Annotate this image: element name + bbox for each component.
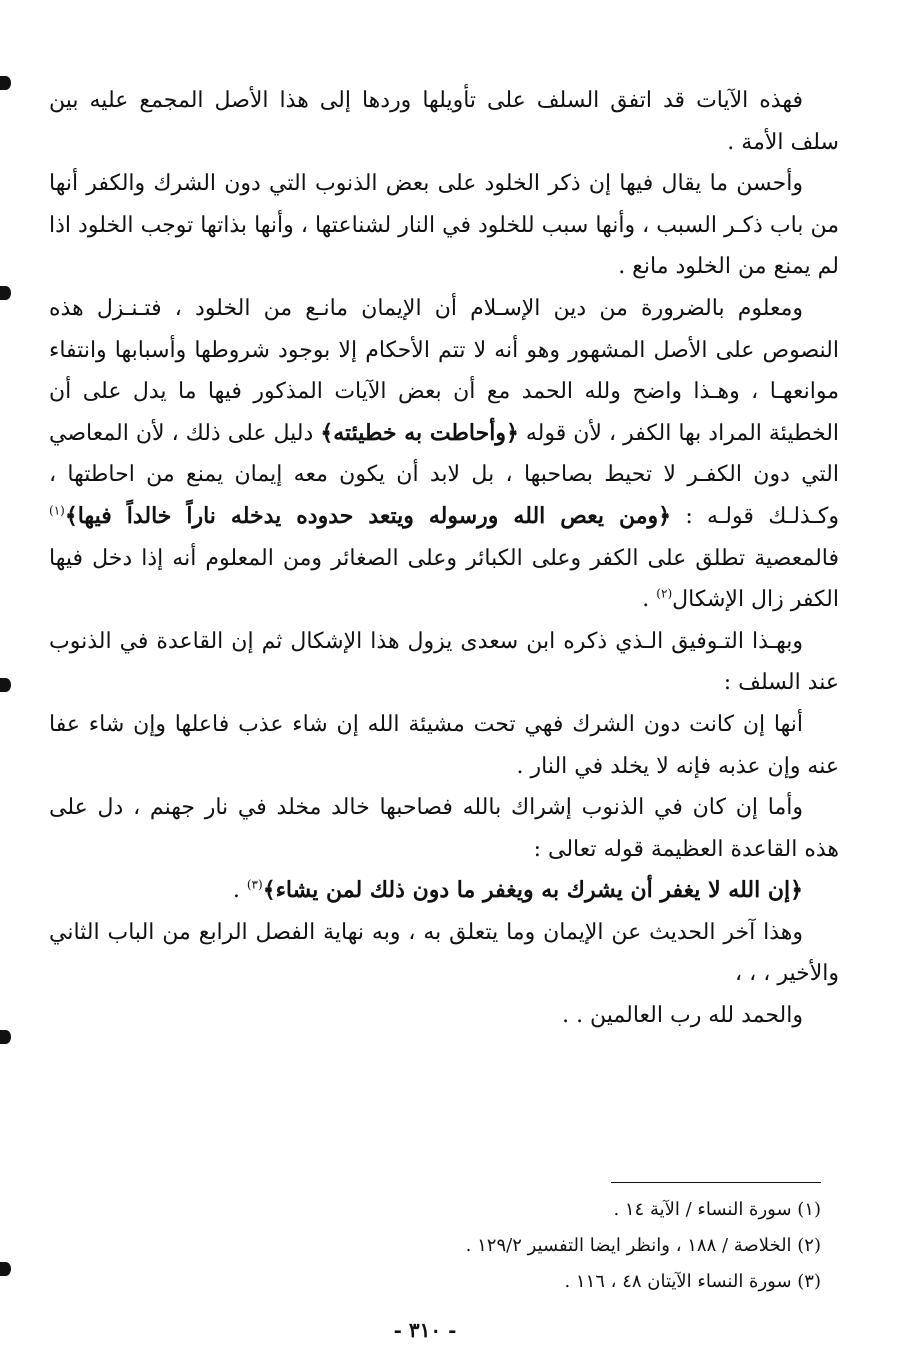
footnote-2: (٢) الخلاصة / ١٨٨ ، وانظر ايضا التفسير ١٢٩/٢ . [465,1235,821,1256]
footnote-ref-1: (١) [49,503,65,518]
quran-quote-1: ﴿وأحاطت به خطيئته﴾ [320,419,519,446]
footnote-divider [611,1182,821,1183]
footnote-1: (١) سورة النساء / الآية ١٤ . [613,1199,821,1220]
quran-quote-2: ﴿ومن يعص الله ورسوله ويتعد حدوده يدخله ناراً خالداً فيها﴾ [64,502,671,529]
margin-mark [0,76,11,90]
paragraph-1: فهذه الآيات قد اتفق السلف على تأويلها وردها إلى هذا الأصل المجمع عليه بين سلف الأمة . [49,88,839,155]
margin-mark [0,678,11,692]
footnote-ref-3: (٣) [246,877,263,892]
paragraph-2: وأحسن ما يقال فيها إن ذكر الخلود على بعض الذنوب التي دون الشرك والكفر أنها من باب ذكـر السبب ، وأنها سبب للخلود في النار لشناعتها ، وأنها بذاتها توجب الخلود اذا لم يمنع من الخلود مانع . [49,171,839,280]
paragraph-3-text-a: ومعلوم بالضرورة من دين الإسـلام أن الإيمان مانـع من الخلود ، فتـنـزل هذه النصوص على الأصل المشهور وهو أنه لا تتم الأحكام إلا بوجود شروطها وأسبابها وانتفاء موانعهـا ، وهـذا واضح ولله الحمد مع أن بعض الآيات المذكور فيها ما يدل على أن الخطيئة المراد بها الكفر ، لأن قوله [49,295,840,446]
main-text [49,80,839,1037]
margin-mark [0,1262,11,1276]
footnotes [261,1192,821,1300]
paragraph-5: أنها إن كانت دون الشرك فهي تحت مشيئة الله إن شاء عذب فاعلها وإن شاء عفا عنه وإن عذبه فإنه لا يخلد في النار . [49,711,839,779]
paragraph-6: وأما إن كان في الذنوب إشراك بالله فصاحبها خالد مخلد في نار جهنم ، دل على هذه القاعدة العظيمة قوله تعالى : [49,795,839,862]
paragraph-3-text-b: دليل على ذلك ، لأن المعاصي التي دون الكفـر لا تحيط بصاحبها ، بل لابد أن يكون معه إيمان يمنع من احاطتها ، وكـذلـك قولـه : [49,420,839,529]
paragraph-7-end: . [232,878,247,904]
paragraph-3-end: . [642,587,657,613]
margin-mark [0,286,11,300]
paragraph-7 [49,870,839,912]
paragraph-8: وهذا آخر الحديث عن الإيمان وما يتعلق به ، وبه نهاية الفصل الرابع من الباب الثاني والأخير ، ، ، [49,919,839,987]
page-number: - ٣١٠ - [393,1318,457,1342]
paragraph-9: والحمد لله رب العالمين . . [562,1003,803,1029]
quran-quote-3: ﴿إن الله لا يغفر أن يشرك به ويغفر ما دون ذلك لمن يشاء﴾ [262,877,803,904]
paragraph-3-text-c: فالمعصية تطلق على الكفر وعلى الكبائر وعلى الصغائر ومن المعلوم أنه إذا دخل فيها الكفر زال الإشكال [49,545,839,613]
footnote-3: (٣) سورة النساء الآيتان ٤٨ ، ١١٦ . [564,1271,821,1292]
paragraph-4: وبهـذا التـوفيق الـذي ذكره ابن سعدى يزول هذا الإشكال ثم إن القاعدة في الذنوب عند السلف : [49,628,839,696]
paragraph-3 [49,288,839,621]
footnote-ref-2: (٢) [656,586,673,601]
margin-mark [0,1030,11,1044]
